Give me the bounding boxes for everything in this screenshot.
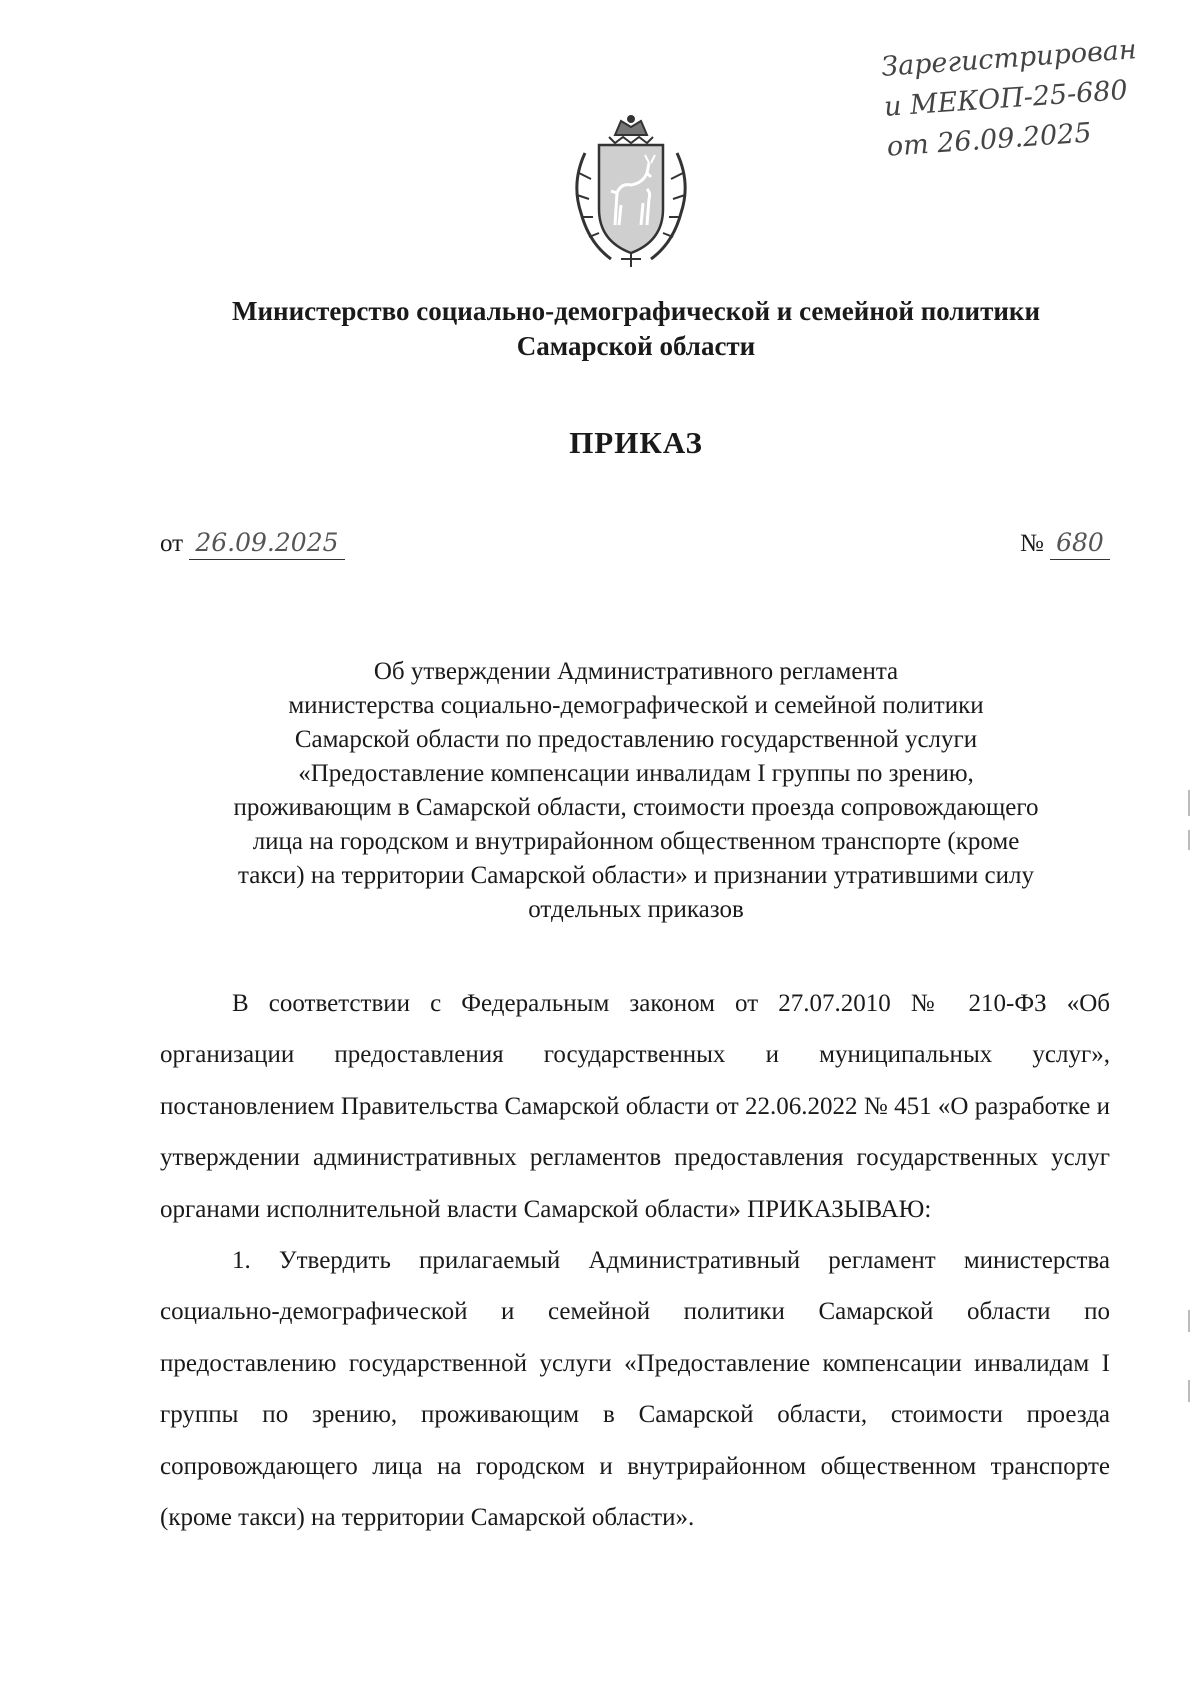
order-number <box>1020 528 1110 560</box>
title-line: Самарской области по предоставлению государственной услуги <box>294 726 978 753</box>
order-body <box>160 978 1110 1543</box>
scan-edge-mark <box>1188 1380 1190 1402</box>
scan-edge-mark <box>1188 1310 1190 1332</box>
number-prefix: № <box>1020 530 1044 557</box>
title-line: министерства социально-демографической и семейной политики <box>288 692 984 719</box>
registration-handwritten-note <box>880 27 1188 168</box>
registration-note-line: от 26.09.2025 <box>885 117 1093 163</box>
handwritten-date: 26.09.2025 <box>189 528 344 560</box>
clause-1-paragraph: 1. Утвердить прилагаемый Административный регламент министерства социально-демографической и семейной политики Самарской области по предоставлению государственной услуги «Предоставление компенсации инвалидам I группы по зрению, проживающим в Самарской области, стоимости проезда сопровождающего лица на городском и внутрирайонном общественном транспорте (кроме такси) на территории Самарской области». <box>160 1247 1110 1532</box>
samara-coat-of-arms-icon <box>565 113 697 273</box>
title-line: Об утверждении Административного регламента <box>373 658 899 685</box>
title-line: такси) на территории Самарской области» и признании утратившими силу <box>237 862 1034 889</box>
preamble-paragraph: В соответствии с Федеральным законом от 27.07.2010 № 210-ФЗ «Об организации предоставления государственных и муниципальных услуг», постановлением Правительства Самарской области от 22.06.2022 № 451 «О разработке и утверждении административных регламентов предоставления государственных услуг органами исполнительной власти Самарской области» ПРИКАЗЫВАЮ: <box>160 990 1110 1223</box>
title-line: лица на городском и внутрирайонном общественном транспорте (кроме <box>252 828 1020 855</box>
title-line: отдельных приказов <box>528 896 744 923</box>
registration-note-line: Зарегистрирован <box>880 34 1138 83</box>
registration-note-line: и МЕКОП-25-680 <box>883 74 1129 123</box>
ministry-name-line1: Министерство социально-демографической и семейной политики <box>231 296 1041 326</box>
scan-edge-mark <box>1188 790 1190 816</box>
date-prefix: от <box>160 530 184 557</box>
ministry-header <box>0 294 1200 364</box>
document-type-heading: ПРИКАЗ <box>569 425 703 460</box>
ministry-name-line2: Самарской области <box>516 331 756 361</box>
scan-edge-mark <box>1188 830 1190 850</box>
handwritten-number: 680 <box>1050 528 1110 560</box>
order-date <box>160 528 345 560</box>
title-line: проживающим в Самарской области, стоимости проезда сопровождающего <box>233 794 1039 821</box>
title-line: «Предоставление компенсации инвалидам I группы по зрению, <box>298 760 974 787</box>
order-title <box>0 655 1200 927</box>
